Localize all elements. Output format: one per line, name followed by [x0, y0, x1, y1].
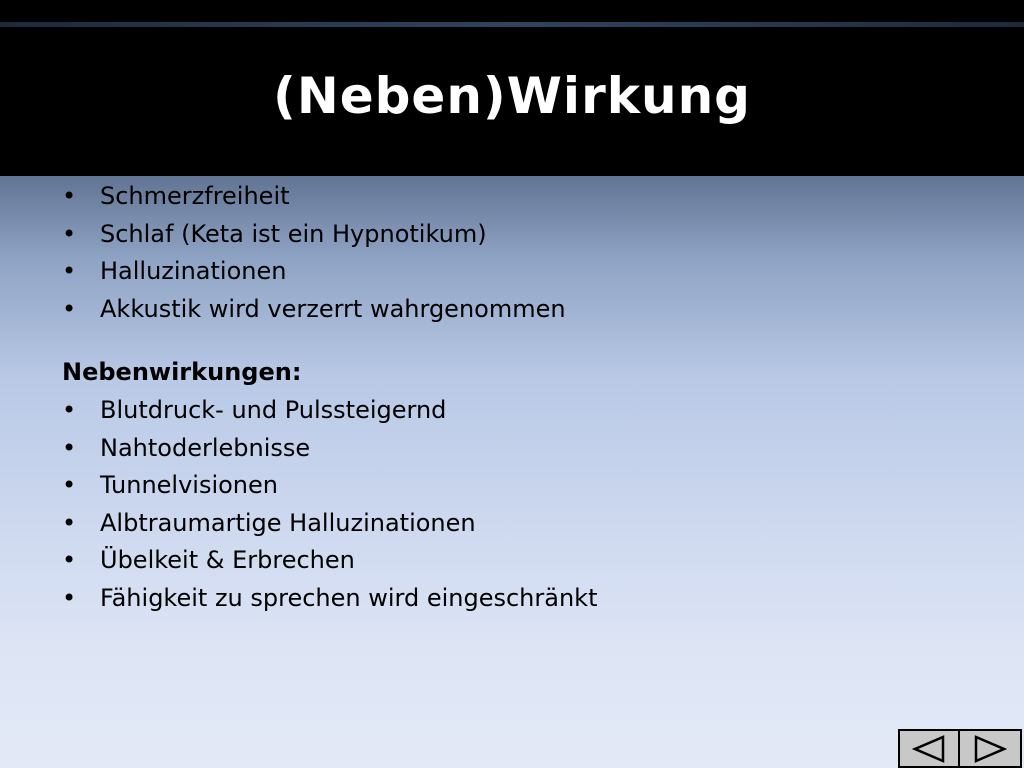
bullet-icon: •: [62, 546, 77, 575]
list-item: [62, 178, 962, 216]
list-item: [62, 216, 962, 254]
bullet-icon: •: [62, 433, 77, 462]
list-item-text: Schmerzfreiheit: [100, 182, 290, 210]
list-item: [62, 467, 962, 505]
bullet-icon: •: [62, 257, 77, 286]
next-slide-button[interactable]: [960, 729, 1022, 768]
previous-slide-button[interactable]: [898, 729, 960, 768]
title-bar: [0, 0, 1024, 176]
list-item-text: Schlaf (Keta ist ein Hypnotikum): [100, 219, 487, 248]
side-effects-heading: Nebenwirkungen:: [62, 358, 302, 387]
bullet-icon: •: [62, 583, 77, 612]
list-item: [62, 542, 962, 580]
list-item: [62, 392, 962, 430]
list-item-text: Halluzinationen: [100, 257, 287, 286]
slide-content: [62, 178, 962, 618]
triangle-right-icon: [973, 735, 1007, 763]
list-item-text: Übelkeit & Erbrechen: [100, 546, 355, 575]
bullet-icon: •: [62, 395, 77, 424]
list-item: [62, 253, 962, 291]
bullet-icon: •: [62, 471, 77, 500]
title-accent-line: [0, 22, 1024, 27]
triangle-left-icon: [912, 735, 946, 763]
list-item-text: Fähigkeit zu sprechen wird eingeschränkt: [100, 583, 598, 612]
list-item: [62, 291, 962, 329]
list-item-text: Tunnelvisionen: [100, 471, 278, 500]
list-item-text: Albtraumartige Halluzinationen: [100, 508, 476, 537]
bullet-icon: •: [62, 182, 77, 210]
list-item: [62, 505, 962, 543]
list-item-text: Akkustik wird verzerrt wahrgenommen: [100, 294, 566, 323]
bullet-icon: •: [62, 219, 77, 248]
slide-title: (Neben)Wirkung: [273, 67, 751, 125]
bullet-icon: •: [62, 508, 77, 537]
slide-navigation: [898, 729, 1022, 768]
list-item-text: Blutdruck- und Pulssteigernd: [100, 395, 447, 424]
list-item: [62, 580, 962, 618]
list-item: [62, 430, 962, 468]
list-item-text: Nahtoderlebnisse: [100, 433, 311, 462]
side-effects-list: [62, 392, 962, 618]
bullet-icon: •: [62, 294, 77, 323]
effects-list: [62, 178, 962, 328]
